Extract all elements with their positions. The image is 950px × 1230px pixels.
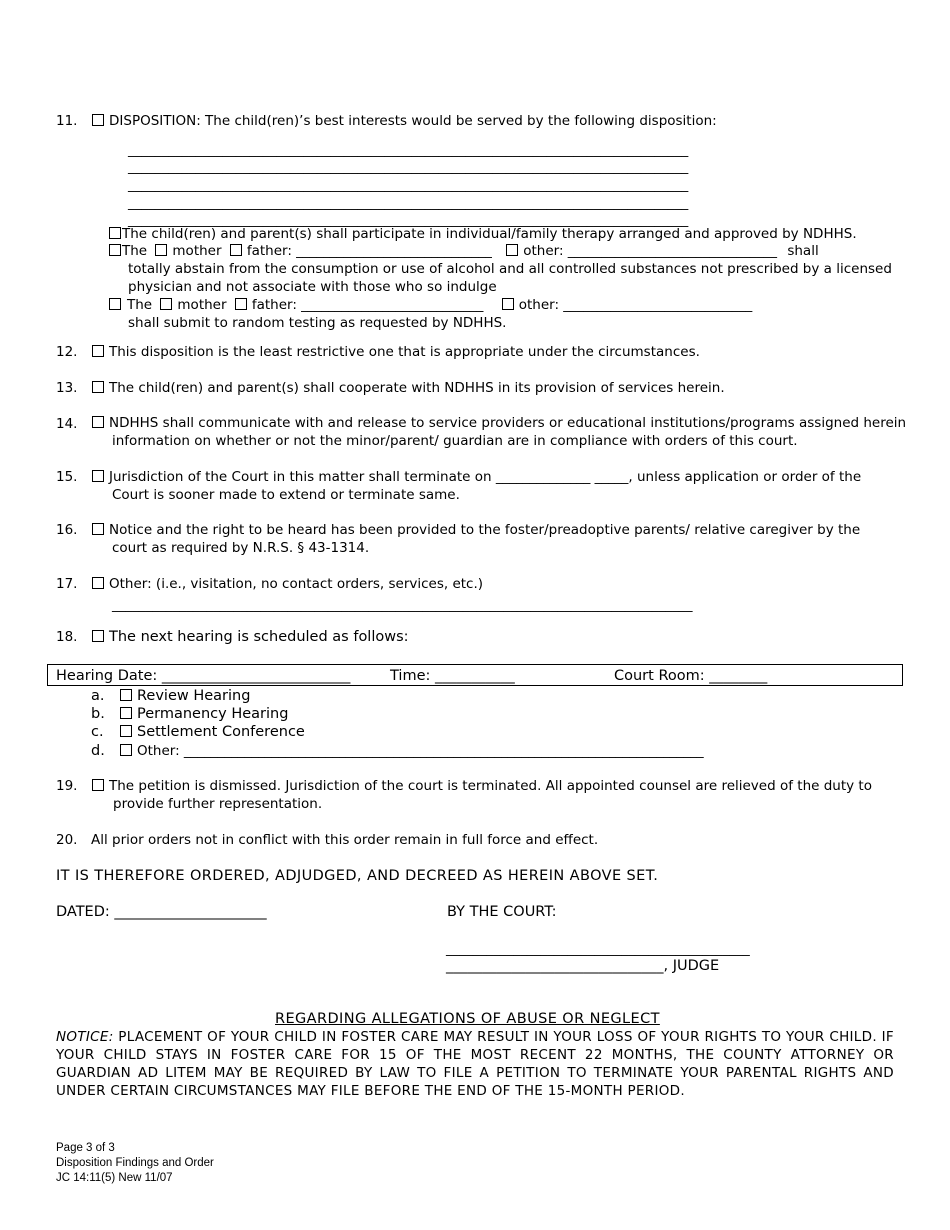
by-the-court: BY THE COURT:	[447, 904, 557, 920]
option-letter: d.	[91, 743, 105, 759]
abstain-line-3: physician and not associate with those who so indulge	[128, 279, 497, 295]
abstain-line-2: totally abstain from the consumption or use of alcohol and all controlled substances not prescribed by a licensed	[128, 261, 892, 277]
item-19-line-1: The petition is dismissed. Jurisdiction of the court is terminated. All appointed counsel are relieved of the duty to	[109, 778, 872, 794]
item-11-disposition	[92, 112, 717, 130]
abstain-mother-label: mother	[172, 243, 222, 259]
item-18-number: 18.	[56, 629, 78, 645]
item-14-line-1: NDHHS shall communicate with and release to service providers or educational institutions/programs assigned herein	[109, 415, 907, 431]
court-room-field[interactable]: Court Room: ________	[614, 668, 768, 684]
item-14-checkbox[interactable]	[92, 416, 104, 428]
therapy-checkbox[interactable]	[109, 227, 121, 239]
hearing-option-permanency	[91, 705, 288, 723]
footer-title: Disposition Findings and Order	[56, 1157, 214, 1169]
testing-line-2: shall submit to random testing as requested by NDHHS.	[128, 315, 507, 331]
item-17-checkbox[interactable]	[92, 577, 104, 589]
hearing-date-field[interactable]: Hearing Date: __________________________	[56, 668, 351, 684]
footer-form-number: JC 14:11(5) New 11/07	[56, 1172, 173, 1184]
item-19-checkbox[interactable]	[92, 779, 104, 791]
abstain-other-checkbox[interactable]	[506, 244, 518, 256]
hearing-option-other	[91, 742, 704, 760]
disposition-line-5[interactable]: ___________________________________________________________________________________	[128, 212, 689, 228]
abstain-option	[109, 242, 819, 260]
option-label: Settlement Conference	[137, 724, 305, 740]
item-14-number: 14.	[56, 416, 78, 432]
abstain-shall: shall	[787, 243, 819, 259]
disposition-line-3[interactable]: ___________________________________________________________________________________	[128, 177, 689, 193]
abstain-mother-checkbox[interactable]	[155, 244, 167, 256]
notice-text: PLACEMENT OF YOUR CHILD IN FOSTER CARE MAY RESULT IN YOUR LOSS OF YOUR RIGHTS TO YOUR CHILD. IF YOUR CHILD STAYS IN FOSTER CARE FOR 15 OF THE MOST RECENT 22 MONTHS, THE COUNTY ATTORNEY OR GUARDIAN AD LITEM MAY BE REQUIRED BY LAW TO FILE A PETITION TO TERMINATE YOUR PARENTAL RIGHTS AND UNDER CERTAIN CIRCUMSTANCES MAY FILE BEFORE THE END OF THE 15-MONTH PERIOD.	[56, 1029, 894, 1099]
disposition-label: DISPOSITION: The child(ren)’s best interests would be served by the following disposition:	[109, 113, 717, 129]
item-12-number: 12.	[56, 344, 78, 360]
disposition-line-1[interactable]: ___________________________________________________________________________________	[128, 142, 689, 158]
item-15-checkbox[interactable]	[92, 470, 104, 482]
other-hearing-checkbox[interactable]	[120, 744, 132, 756]
option-label: Permanency Hearing	[137, 706, 289, 722]
item-16-line-2: court as required by N.R.S. § 43-1314.	[112, 540, 370, 556]
disposition-line-2[interactable]: ___________________________________________________________________________________	[128, 159, 689, 175]
disposition-checkbox[interactable]	[92, 114, 104, 126]
notice-label: NOTICE:	[56, 1029, 114, 1045]
item-19-number: 19.	[56, 778, 78, 794]
therapy-option	[109, 225, 857, 243]
hearing-time-field[interactable]: Time: ___________	[390, 668, 515, 684]
item-17	[92, 575, 483, 593]
item-20-text: All prior orders not in conflict with this order remain in full force and effect.	[91, 832, 599, 848]
option-letter: c.	[91, 724, 104, 740]
item-15-line-1[interactable]: Jurisdiction of the Court in this matter shall terminate on ______________ _____, unless application or order of the	[109, 469, 862, 485]
hearing-option-settlement	[91, 723, 305, 741]
item-14-line-2: information on whether or not the minor/parent/ guardian are in compliance with orders of this court.	[112, 433, 798, 449]
other-hearing-field[interactable]: Other: _____________________________________________________________________________	[137, 743, 704, 759]
item-16-number: 16.	[56, 522, 78, 538]
testing-mother-checkbox[interactable]	[160, 298, 172, 310]
item-18-text: The next hearing is scheduled as follows:	[109, 629, 409, 645]
item-11-number: 11.	[56, 113, 78, 129]
therapy-text: The child(ren) and parent(s) shall participate in individual/family therapy arranged and approved by NDHHS.	[122, 226, 857, 242]
testing-other-checkbox[interactable]	[502, 298, 514, 310]
item-16-checkbox[interactable]	[92, 523, 104, 535]
item-17-text: Other: (i.e., visitation, no contact orders, services, etc.)	[109, 576, 484, 592]
item-17-number: 17.	[56, 576, 78, 592]
hearing-option-review	[91, 687, 250, 705]
abstain-father-checkbox[interactable]	[230, 244, 242, 256]
item-12-checkbox[interactable]	[92, 345, 104, 357]
notice-paragraph	[56, 1028, 894, 1100]
item-17-line[interactable]: ______________________________________________________________________________________	[112, 597, 693, 613]
ordered-statement: IT IS THEREFORE ORDERED, ADJUDGED, AND DECREED AS HEREIN ABOVE SET.	[56, 868, 659, 884]
item-13-checkbox[interactable]	[92, 381, 104, 393]
footer-page: Page 3 of 3	[56, 1142, 115, 1154]
signature-line[interactable]: _____________________________________________	[446, 941, 750, 957]
item-13	[92, 379, 725, 397]
item-12	[92, 343, 700, 361]
item-15-number: 15.	[56, 469, 78, 485]
disposition-line-4[interactable]: ___________________________________________________________________________________	[128, 195, 689, 211]
testing-checkbox[interactable]	[109, 298, 121, 310]
item-14	[92, 414, 906, 432]
item-13-text: The child(ren) and parent(s) shall cooperate with NDHHS in its provision of services herein.	[109, 380, 725, 396]
testing-father-checkbox[interactable]	[235, 298, 247, 310]
testing-father-field[interactable]: father: ___________________________	[251, 297, 484, 313]
testing-option	[109, 296, 752, 314]
item-16	[92, 521, 860, 539]
testing-the-label: The	[127, 297, 153, 313]
testing-mother-label: mother	[177, 297, 227, 313]
item-16-line-1: Notice and the right to be heard has been provided to the foster/preadoptive parents/ relative caregiver by the	[109, 522, 861, 538]
option-label: Review Hearing	[137, 688, 251, 704]
permanency-hearing-checkbox[interactable]	[120, 707, 132, 719]
item-20-number: 20.	[56, 832, 78, 848]
option-letter: b.	[91, 706, 105, 722]
review-hearing-checkbox[interactable]	[120, 689, 132, 701]
item-18-checkbox[interactable]	[92, 630, 104, 642]
option-letter: a.	[91, 688, 105, 704]
abstain-father-field[interactable]: father: _____________________________	[246, 243, 492, 259]
abstain-other-field[interactable]: other: _______________________________	[523, 243, 778, 259]
item-19	[92, 777, 872, 795]
item-15	[92, 468, 861, 486]
abstain-checkbox[interactable]	[109, 244, 121, 256]
testing-other-field[interactable]: other: ____________________________	[518, 297, 753, 313]
settlement-conference-checkbox[interactable]	[120, 725, 132, 737]
item-15-line-2: Court is sooner made to extend or terminate same.	[112, 487, 460, 503]
dated-field[interactable]: DATED: _____________________	[56, 904, 267, 920]
item-19-line-2: provide further representation.	[113, 796, 323, 812]
item-12-text: This disposition is the least restrictive one that is appropriate under the circumstances.	[109, 344, 700, 360]
abstain-the-label: The	[122, 243, 148, 259]
judge-line[interactable]: ______________________________, JUDGE	[446, 958, 720, 974]
allegations-heading: REGARDING ALLEGATIONS OF ABUSE OR NEGLECT	[275, 1011, 660, 1027]
item-13-number: 13.	[56, 380, 78, 396]
item-18	[92, 628, 409, 646]
